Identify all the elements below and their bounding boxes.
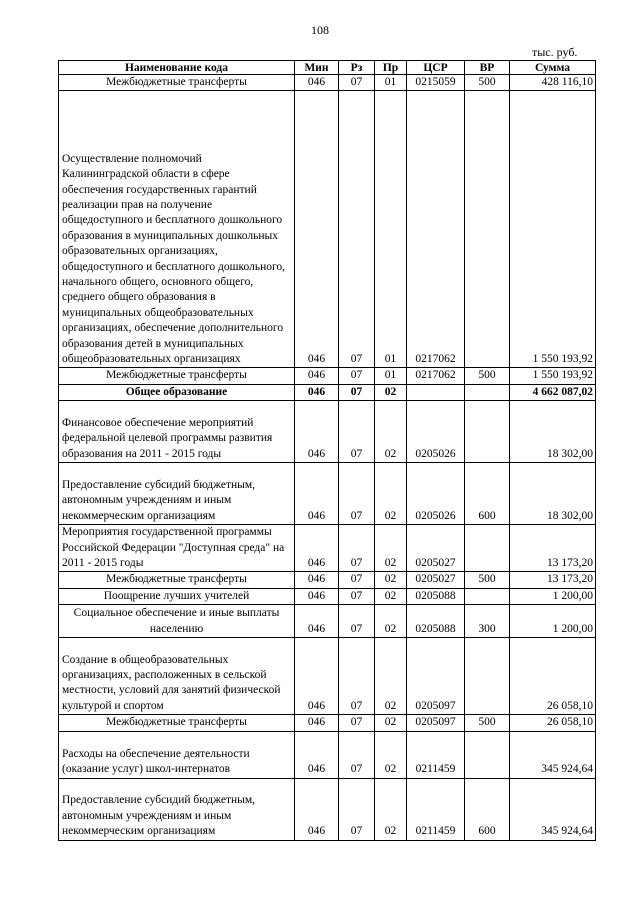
row-csr: 0205097 [407, 715, 465, 731]
row-pr: 01 [375, 91, 407, 368]
table-row [59, 588, 596, 604]
row-vr [465, 638, 510, 715]
row-rz: 07 [339, 463, 375, 525]
row-csr: 0211459 [407, 731, 465, 778]
table-row [59, 605, 596, 638]
table-row [59, 731, 596, 778]
row-vr [465, 384, 510, 400]
row-name: Социальное обеспечение и иные выплаты населению [59, 605, 295, 638]
row-min: 046 [295, 605, 339, 638]
row-csr: 0205027 [407, 525, 465, 572]
row-sum: 1 550 193,92 [510, 91, 596, 368]
row-pr: 02 [375, 572, 407, 588]
row-csr: 0217062 [407, 368, 465, 384]
row-sum: 345 924,64 [510, 778, 596, 840]
row-vr: 600 [465, 778, 510, 840]
row-vr: 300 [465, 605, 510, 638]
page-number: 108 [311, 23, 329, 37]
row-csr: 0205026 [407, 463, 465, 525]
row-pr: 02 [375, 605, 407, 638]
row-sum: 18 302,00 [510, 401, 596, 463]
row-sum: 1 200,00 [510, 605, 596, 638]
row-rz: 07 [339, 91, 375, 368]
row-name: Поощрение лучших учителей [59, 588, 295, 604]
table-row [59, 401, 596, 463]
row-pr: 02 [375, 731, 407, 778]
header-min: Мин [295, 61, 339, 75]
row-min: 046 [295, 588, 339, 604]
row-min: 046 [295, 778, 339, 840]
row-vr: 500 [465, 368, 510, 384]
row-pr: 02 [375, 384, 407, 400]
row-min: 046 [295, 384, 339, 400]
row-vr: 500 [465, 715, 510, 731]
table-row [59, 525, 596, 572]
row-pr: 02 [375, 463, 407, 525]
row-rz: 07 [339, 368, 375, 384]
row-min: 046 [295, 401, 339, 463]
table-row [59, 463, 596, 525]
row-sum: 1 200,00 [510, 588, 596, 604]
row-vr: 500 [465, 75, 510, 91]
row-sum: 26 058,10 [510, 638, 596, 715]
row-sum: 13 173,20 [510, 572, 596, 588]
row-name: Предоставление субсидий бюджетным, автономным учреждениям и иным некоммерческим организациям [59, 778, 295, 840]
table-row [59, 638, 596, 715]
row-name: Межбюджетные трансферты [59, 572, 295, 588]
header-csr: ЦСР [407, 61, 465, 75]
row-rz: 07 [339, 525, 375, 572]
row-pr: 02 [375, 588, 407, 604]
row-min: 046 [295, 463, 339, 525]
table-header-row [59, 61, 596, 75]
row-name: Осуществление полномочий Калининградской области в сфере обеспечения государственных гарантий реализации прав на получение общедоступного и бесплатного дошкольного образования в муниципальных дошкольных образовательных организациях, общедоступного и бесплатного дошкольного, начального общего, основного общего, среднего общего образования в муниципальных общеобразовательных организациях, обеспечение дополнительного образования детей в муниципальных общеобразовательных организациях [59, 91, 295, 368]
row-rz: 07 [339, 638, 375, 715]
table-row [59, 778, 596, 840]
row-csr [407, 384, 465, 400]
table-row [59, 368, 596, 384]
table-row [59, 91, 596, 368]
row-rz: 07 [339, 75, 375, 91]
row-rz: 07 [339, 588, 375, 604]
row-pr: 02 [375, 638, 407, 715]
row-vr [465, 731, 510, 778]
row-pr: 02 [375, 778, 407, 840]
row-pr: 01 [375, 368, 407, 384]
row-csr: 0205097 [407, 638, 465, 715]
header-rz: Рз [339, 61, 375, 75]
row-min: 046 [295, 525, 339, 572]
table-row [59, 572, 596, 588]
row-rz: 07 [339, 401, 375, 463]
row-vr: 600 [465, 463, 510, 525]
row-vr [465, 588, 510, 604]
row-sum: 1 550 193,92 [510, 368, 596, 384]
row-min: 046 [295, 75, 339, 91]
row-vr [465, 91, 510, 368]
row-rz: 07 [339, 731, 375, 778]
row-csr: 0205088 [407, 588, 465, 604]
units-label: тыс. руб. [532, 45, 578, 59]
row-rz: 07 [339, 715, 375, 731]
row-name: Предоставление субсидий бюджетным, автономным учреждениям и иным некоммерческим организациям [59, 463, 295, 525]
row-sum: 345 924,64 [510, 731, 596, 778]
row-vr [465, 401, 510, 463]
row-name: Межбюджетные трансферты [59, 715, 295, 731]
row-vr [465, 525, 510, 572]
row-name: Расходы на обеспечение деятельности (оказание услуг) школ-интернатов [59, 731, 295, 778]
row-pr: 01 [375, 75, 407, 91]
row-rz: 07 [339, 572, 375, 588]
table-row [59, 384, 596, 400]
header-vr: ВР [465, 61, 510, 75]
row-name: Мероприятия государственной программы Российской Федерации "Доступная среда" на 2011 - 2015 годы [59, 525, 295, 572]
row-csr: 0205026 [407, 401, 465, 463]
row-rz: 07 [339, 605, 375, 638]
budget-table [58, 60, 596, 841]
row-rz: 07 [339, 778, 375, 840]
row-csr: 0215059 [407, 75, 465, 91]
row-name: Межбюджетные трансферты [59, 368, 295, 384]
header-name: Наименование кода [59, 61, 295, 75]
row-rz: 07 [339, 384, 375, 400]
row-sum: 13 173,20 [510, 525, 596, 572]
row-csr: 0211459 [407, 778, 465, 840]
header-sum: Сумма [510, 61, 596, 75]
row-sum: 428 116,10 [510, 75, 596, 91]
row-name: Межбюджетные трансферты [59, 75, 295, 91]
row-pr: 02 [375, 525, 407, 572]
row-csr: 0205088 [407, 605, 465, 638]
table-row [59, 715, 596, 731]
table-row [59, 75, 596, 91]
row-name: Финансовое обеспечение мероприятий федеральной целевой программы развития образования на 2011 - 2015 годы [59, 401, 295, 463]
row-vr: 500 [465, 572, 510, 588]
row-name: Создание в общеобразовательных организациях, расположенных в сельской местности, условий для занятий физической культурой и спортом [59, 638, 295, 715]
row-csr: 0217062 [407, 91, 465, 368]
row-sum: 26 058,10 [510, 715, 596, 731]
row-min: 046 [295, 638, 339, 715]
row-min: 046 [295, 572, 339, 588]
header-pr: Пр [375, 61, 407, 75]
row-min: 046 [295, 715, 339, 731]
row-sum: 18 302,00 [510, 463, 596, 525]
row-min: 046 [295, 91, 339, 368]
row-name: Общее образование [59, 384, 295, 400]
row-min: 046 [295, 368, 339, 384]
row-min: 046 [295, 731, 339, 778]
row-sum: 4 662 087,02 [510, 384, 596, 400]
row-pr: 02 [375, 401, 407, 463]
row-csr: 0205027 [407, 572, 465, 588]
row-pr: 02 [375, 715, 407, 731]
